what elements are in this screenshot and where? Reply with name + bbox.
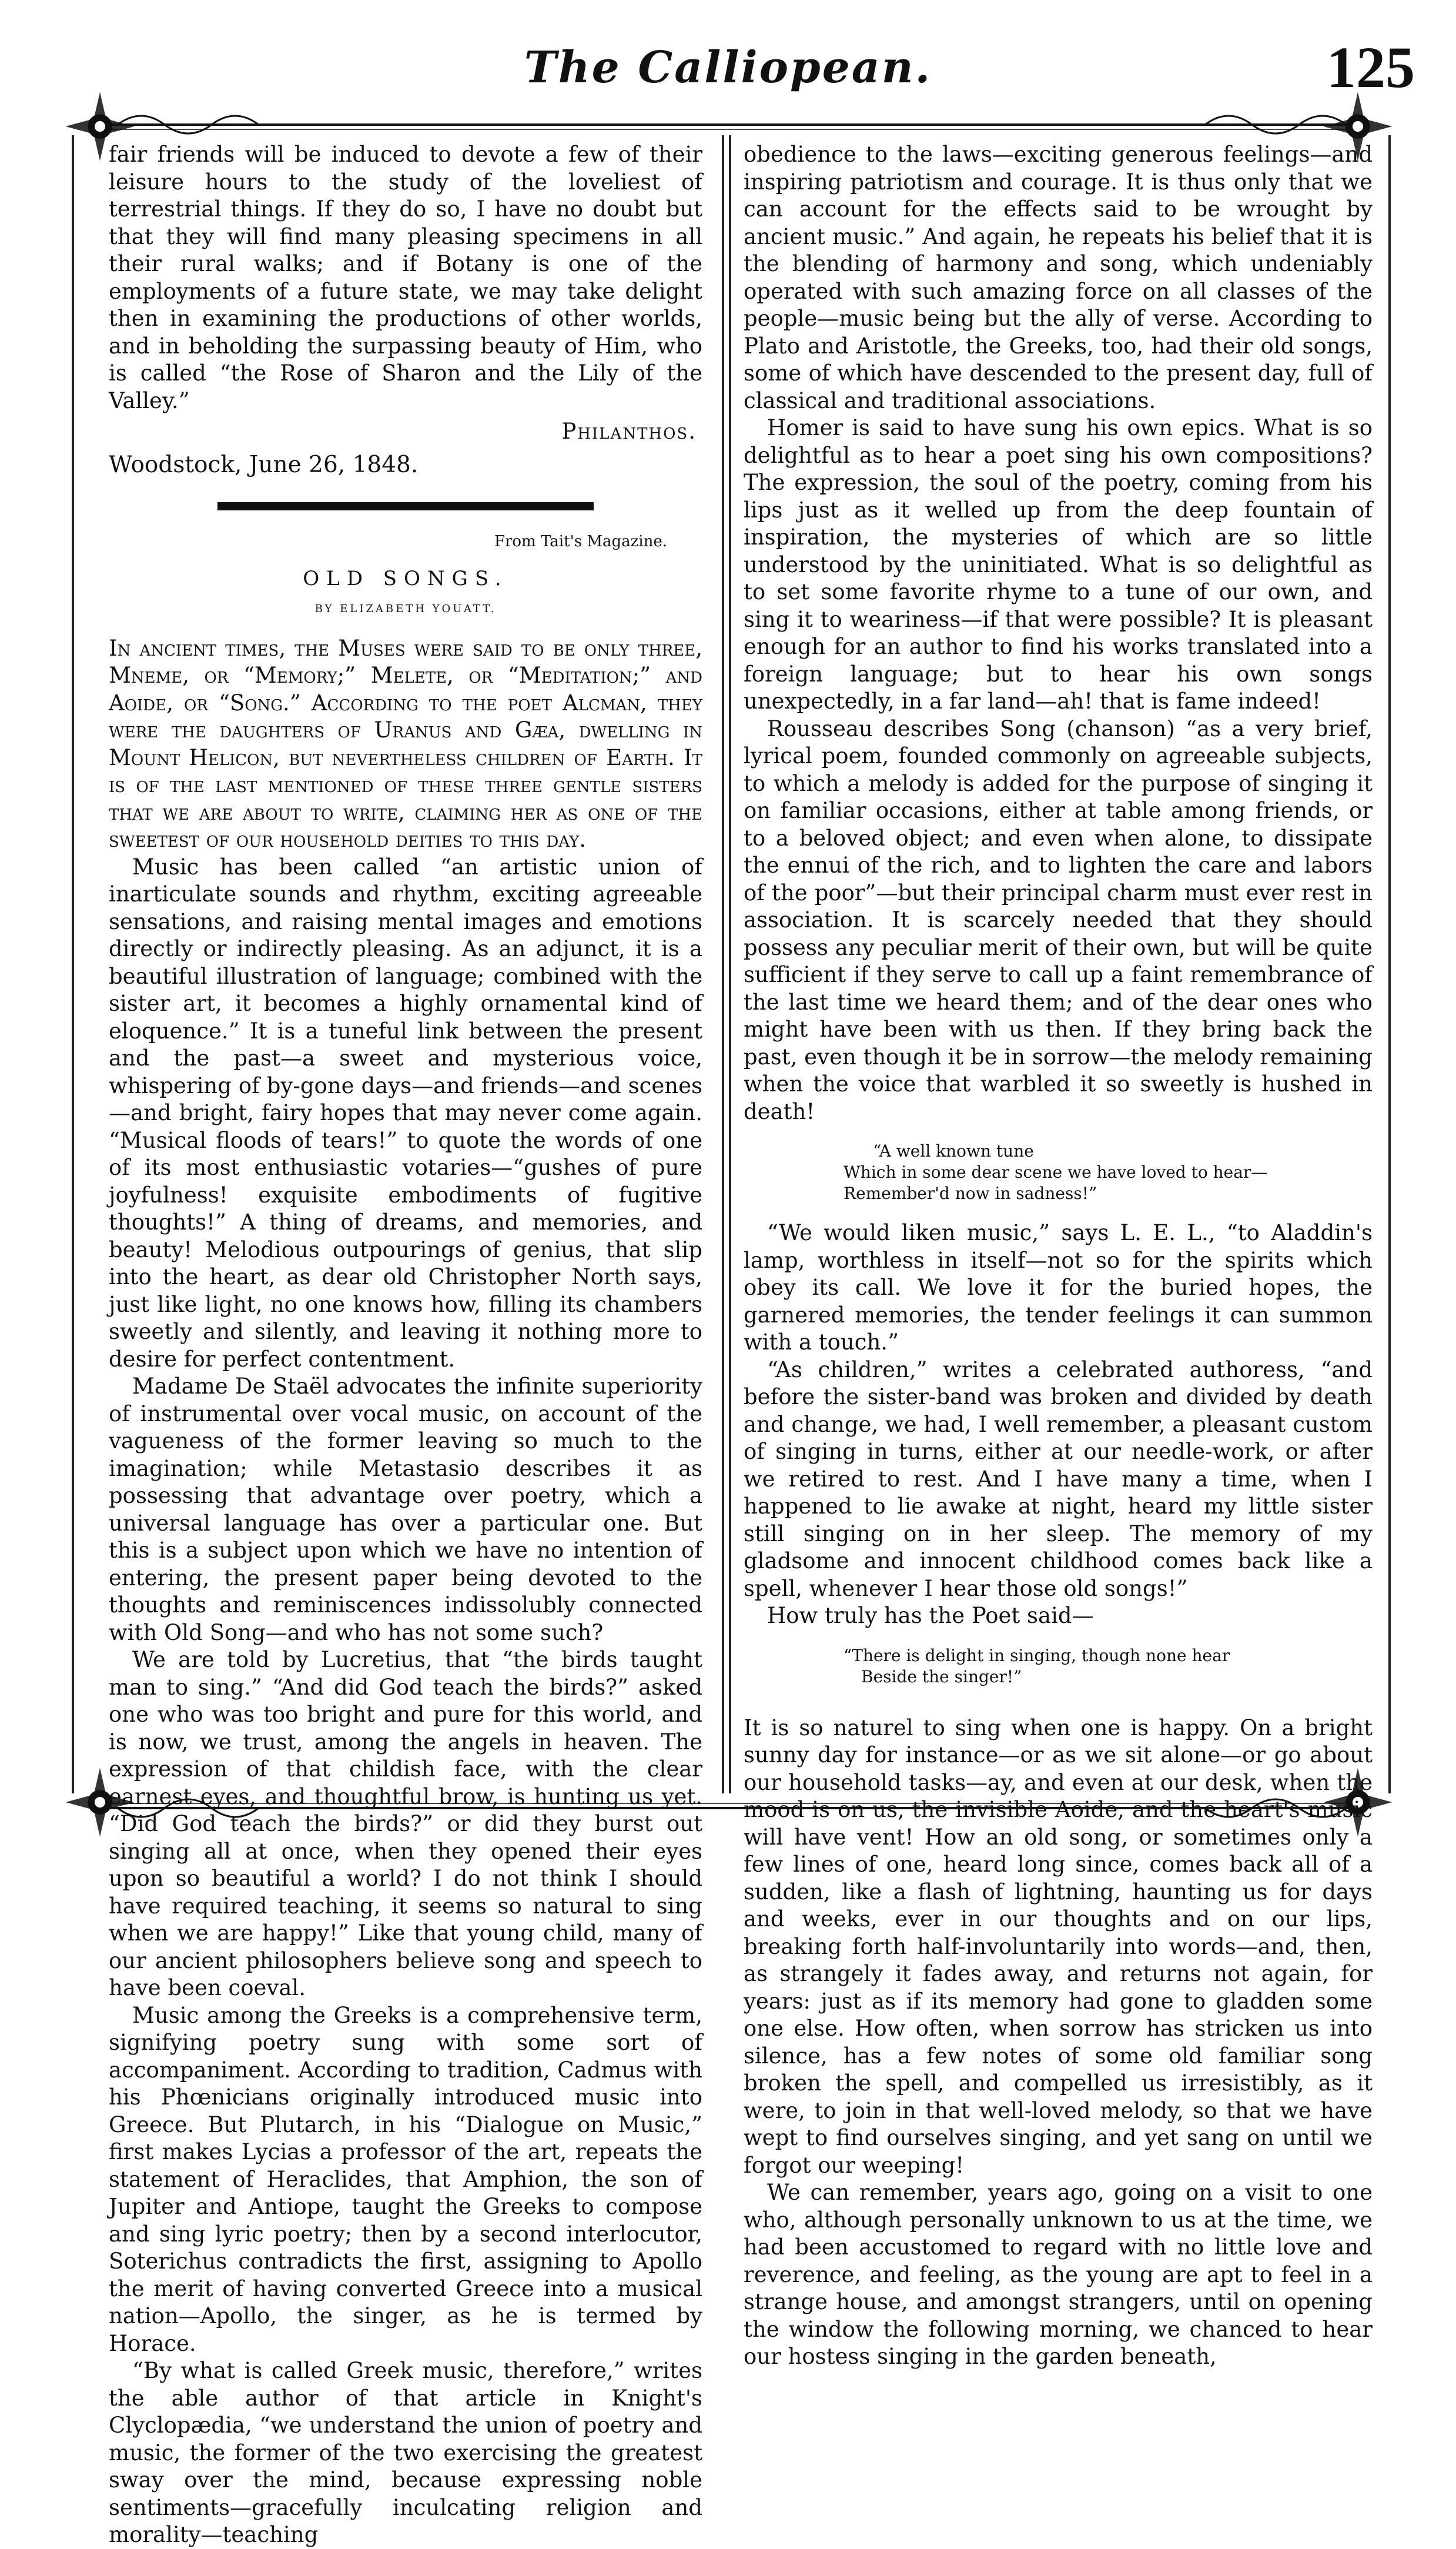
body-paragraph: In ancient times, the Muses were said to be only three, Mneme, or “Memory;” Melete, or “Meditation;” and Aoide, or “Song.” According to the poet Alcman, they were the daughters of Uranus and Gæa, dwelling in Mount Helicon, but nevertheless children of Earth. It is of the last mentioned of these three gentle sisters that we are about to write, claiming her as one of the sweetest of our household deities to this day. [109, 635, 702, 852]
column-divider-rule [722, 135, 724, 1793]
left-border-rule [72, 135, 74, 1793]
body-paragraph: obedience to the laws—exciting generous feelings—and inspiring patriotism and courage. It is thus only that we can account for the effects said to be wrought by ancient music.” And again, he repeats his belief that it is the blending of harmony and song, which undeniably operated with such amazing force on all classes of the people—music being but the ally of verse. According to Plato and Aristotle, the Greeks, too, had their old songs, some of which have descended to the present day, full of classical and traditional associations. [744, 142, 1373, 413]
body-paragraph: Rousseau describes Song (chanson) “as a very brief, lyrical poem, founded commonly on agreeable subjects, to which a melody is added for the purpose of singing it on familiar occasions, either at table among friends, or to a beloved object; and even when alone, to dissipate the ennui of the rich, and to lighten the care and labors of the poor”—but their principal charm must ever rest in association. It is scarcely needed that they should possess any peculiar merit of their own, but will be quite sufficient if they serve to call up a faint remembrance of the last time we heard them; and of the dear ones who might have been with us then. If they bring back the past, even though it be in sorrow—the melody remaining when the voice that warbled it so sweetly is hushed in death! [744, 716, 1373, 1124]
source-credit: From Tait's Magazine. [494, 533, 667, 550]
body-paragraph: It is so naturel to sing when one is happy. On a bright sunny day for instance—or as we sit alone—or go about our household tasks—ay, and even at our desk, when the mood is on us, the invisible Aoide, and the heart's music will have vent! How an old song, or sometimes only a few lines of one, heard long since, comes back all of a sudden, like a flash of lightning, haunting us for days and weeks, ever in our thoughts and on our lips, breaking forth half-involuntarily into words—and, then, as strangely it fades away, and returns not again, for years: just as if its memory had gone to gladden some one else. How often, when sorrow has stricken us into silence, has a few notes of some old familiar song broken the spell, and compelled us irresistibly, as it were, to join in that well-loved melody, so that we have wept to find ourselves singing, and yet sang on until we forgot our weeping! [744, 1715, 1373, 2178]
byline: BY ELIZABETH YOUATT. [314, 603, 497, 615]
article-title: OLD SONGS. [303, 566, 508, 590]
verse-line: “There is delight in singing, though none hear [844, 1645, 1230, 1665]
signature: Philanthos. [561, 419, 697, 444]
body-paragraph: “We would liken music,” says L. E. L., “to Aladdin's lamp, worthless in itself—not so for the spirits which obey its call. We love it for the buried hopes, the garnered memories, the tender feelings it can summon with a touch.” [744, 1220, 1373, 1355]
body-paragraph: We can remember, years ago, going on a visit to one who, although personally unknown to us at the time, we had been accustomed to regard with no little love and reverence, and feeling, as the young are apt to feel in a strange house, and amongst strangers, until on opening the window the following morning, we chanced to hear our hostess singing in the garden beneath, [744, 2180, 1373, 2369]
body-paragraph: Music has been called “an artistic union of inarticulate sounds and rhythm, exciting agreeable sensations, and raising mental images and emotions directly or indirectly pleasing. As an adjunct, it is a beautiful illustration of language; combined with the sister art, it becomes a highly ornamental kind of eloquence.” It is a tuneful link between the present and the past—a sweet and mysterious voice, whispering of by-gone days—and friends—and scenes—and bright, fairy hopes that may never come again. “Musical floods of tears!” to quote the words of one of its most enthusiastic votaries—“gushes of pure joyfulness! exquisite embodiments of fugitive thoughts!” A thing of dreams, and memories, and beauty! Melodious outpourings of genius, that slip into the heart, as dear old Christopher North says, just like light, no one knows how, filling its chambers sweetly and silently, and leaving it nothing more to desire for perfect contentment. [109, 854, 702, 1372]
top-ornamental-rule [65, 100, 1399, 141]
journal-title: The Calliopean. [524, 42, 932, 93]
dateline: Woodstock, June 26, 1848. [109, 451, 419, 478]
column-divider-rule [729, 135, 731, 1793]
verse-line: Beside the singer!” [861, 1666, 1022, 1686]
verse-quote [744, 1645, 1373, 1688]
left-column [109, 141, 702, 2549]
right-column [744, 141, 1373, 2371]
body-paragraph: Homer is said to have sung his own epics. What is so delightful as to hear a poet sing his own compositions? The expression, the soul of the poetry, coming from his lips just as it welled up from the deep fountain of inspiration, the mysteries of which are so little understood by the uninitiated. What is so delightful as to set some favorite rhyme to a tune of our own, and sing it to weariness—if that were possible? It is pleasant enough for an author to find his works translated into a foreign language; but to hear his own songs unexpectedly, in a far land—ah! that is fame indeed! [744, 415, 1373, 714]
verse-line: Which in some dear scene we have loved to hear— [844, 1162, 1268, 1182]
masthead [0, 35, 1456, 100]
verse-quote [744, 1141, 1373, 1204]
verse-line: “A well known tune [873, 1141, 1034, 1161]
right-border-rule [1388, 135, 1391, 1793]
verse-line: Remember'd now in sadness!” [844, 1184, 1097, 1203]
section-divider [217, 502, 594, 510]
body-paragraph: “By what is called Greek music, therefore,” writes the able author of that article in Knight's Clyclopædia, “we understand the union of poetry and music, the former of the two exercising the greatest sway over the mind, because expressing noble sentiments—gracefully inculcating religion and morality—teaching [109, 2358, 702, 2547]
body-paragraph: We are told by Lucretius, that “the birds taught man to sing.” “And did God teach the birds?” asked one who was too bright and pure for this world, and is now, we trust, among the angels in heaven. The expression of that childish face, with the clear earnest eyes, and thoughtful brow, is hunting us yet. “Did God teach the birds?” or did they burst out singing all at once, when they opened their eyes upon so beautiful a world? I do not think I should have required teaching, it seems so natural to sing when we are happy!” Like that young child, many of our ancient philosophers believe song and speech to have been coeval. [109, 1647, 702, 2000]
body-paragraph: Music among the Greeks is a comprehensive term, signifying poetry sung with some sort of accompaniment. According to tradition, Cadmus with his Phœnicians originally introduced music into Greece. But Plutarch, in his “Dialogue on Music,” first makes Lycias a professor of the art, repeats the statement of Heraclides, that Amphion, the son of Jupiter and Antiope, taught the Greeks to compose and sing lyric poetry; then by a second interlocutor, Soterichus contradicts the first, assigning to Apollo the merit of having converted Greece into a musical nation—Apollo, the singer, as he is termed by Horace. [109, 2002, 702, 2356]
intro-paragraph: fair friends will be induced to devote a few of their leisure hours to the study of the loveliest of terrestrial things. If they do so, I have no doubt but that they will find many pleasing specimens in all their rural walks; and if Botany is one of the employments of a future state, we may take delight then in examining the productions of other worlds, and in beholding the surpassing beauty of Him, who is called “the Rose of Sharon and the Lily of the Valley.” [109, 142, 702, 413]
body-paragraph: How truly has the Poet said— [767, 1603, 1094, 1628]
body-paragraph: “As children,” writes a celebrated authoress, “and before the sister-band was broken and divided by death and change, we had, I well remember, a pleasant custom of singing in turns, either at our needle-work, or after we retired to rest. And I have many a time, when I happened to lie awake at night, heard my little sister still singing on in her sleep. The memory of my gladsome and innocent childhood comes back like a spell, whenever I hear those old songs!” [744, 1357, 1373, 1601]
page-number: 125 [1327, 35, 1415, 100]
body-paragraph: Madame De Staël advocates the infinite superiority of instrumental over vocal music, on account of the vagueness of the former leaving so much to the imagination; while Metastasio describes it as possessing that advantage over poetry, which a universal language has over a particular one. But this is a subject upon which we have no intention of entering, the present paper being devoted to the thoughts and reminiscences indissolubly connected with Old Song—and who has not some such? [109, 1374, 702, 1645]
